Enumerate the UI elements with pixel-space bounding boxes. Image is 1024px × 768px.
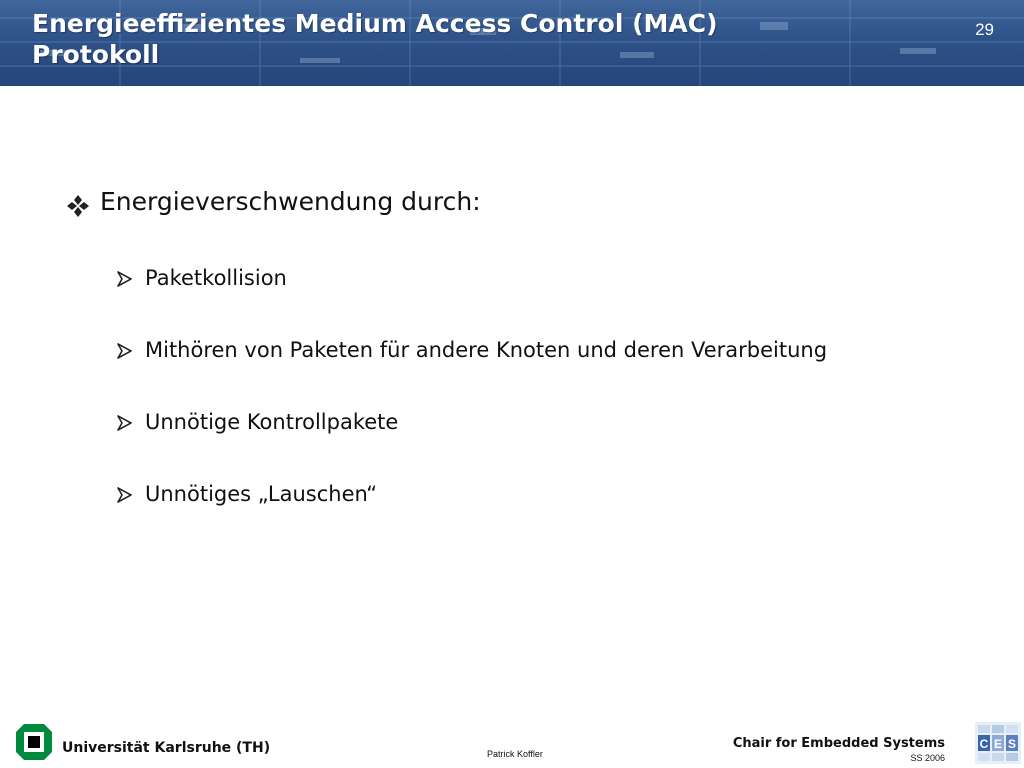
sub-bullet-list (114, 263, 964, 509)
list-item-text: Unnötige Kontrollpakete (145, 410, 399, 434)
list-item-text: Mithören von Paketen für andere Knoten und deren Verarbeitung (145, 338, 828, 362)
list-item-text: Paketkollision (145, 266, 287, 290)
arrow-bullet-icon (114, 413, 136, 433)
presenter-name: Patrick Koffler (487, 749, 543, 759)
university-logo-icon (14, 722, 54, 762)
list-item (114, 479, 964, 509)
semester-label: SS 2006 (910, 753, 945, 763)
arrow-bullet-icon (114, 269, 136, 289)
university-name: Universität Karlsruhe (TH) (62, 740, 271, 756)
ces-letter-c: C (979, 737, 989, 751)
ces-letter-e: E (993, 737, 1003, 751)
diamond-bullet-icon (64, 191, 92, 221)
slide-content (64, 185, 964, 551)
slide-title: Energieeffizientes Medium Access Control (MAC) Protokoll (32, 9, 718, 69)
list-item (114, 335, 964, 365)
footer-university (14, 722, 270, 762)
header-band (0, 0, 1024, 86)
arrow-bullet-icon (114, 485, 136, 505)
list-item-text: Unnötiges „Lauschen“ (145, 482, 378, 506)
ces-letter-s: S (1007, 737, 1017, 751)
list-item (114, 407, 964, 437)
main-bullet-text: Energieverschwendung durch: (100, 187, 481, 216)
slide-number: 29 (975, 20, 994, 39)
main-bullet (64, 185, 964, 221)
arrow-bullet-icon (114, 341, 136, 361)
list-item (114, 263, 964, 293)
chair-name: Chair for Embedded Systems (732, 736, 945, 751)
ces-logo-icon (975, 722, 1021, 764)
